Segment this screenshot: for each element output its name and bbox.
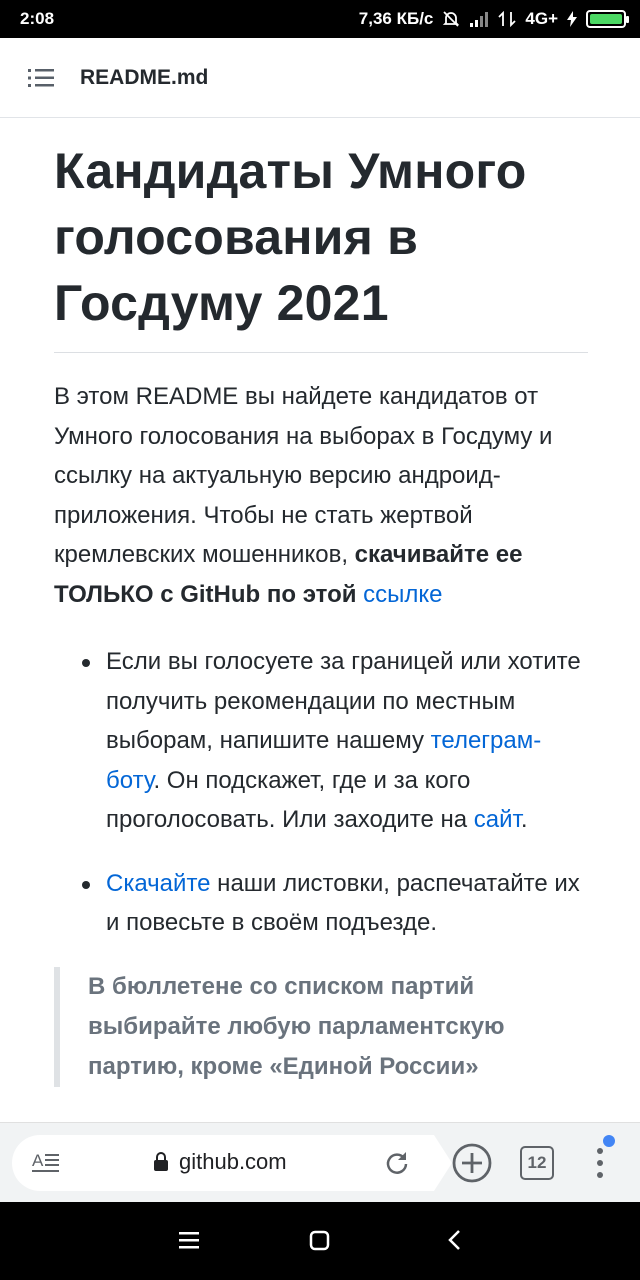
signal-icon xyxy=(469,11,489,27)
telegram-bot-link[interactable]: телеграм-боту xyxy=(106,727,542,794)
bullet1-text: Если вы голосуете за границей или хотите получить рекомендации по местным выборам, напишите нашему xyxy=(106,648,581,754)
page-title: Кандидаты Умного голосования в Госдуму 2021 xyxy=(54,138,588,353)
network-type: 4G+ xyxy=(525,9,558,28)
bullet1-end: . xyxy=(520,806,528,833)
new-tab-icon[interactable] xyxy=(451,1142,493,1184)
status-time: 2:08 xyxy=(20,9,55,28)
bullet2-text: наши листовки, распечатайте их и повесьте в своём подъезде. xyxy=(106,869,580,936)
status-icons xyxy=(359,9,626,29)
recent-apps-icon[interactable] xyxy=(178,1229,200,1251)
address-bar[interactable] xyxy=(12,1135,434,1191)
url-text[interactable]: github.com xyxy=(179,1149,287,1174)
charging-icon xyxy=(567,11,577,27)
battery-level xyxy=(590,14,622,24)
list-item xyxy=(54,864,588,943)
alarm-off-icon xyxy=(442,10,460,28)
svg-text:A: A xyxy=(32,1151,44,1170)
network-speed: 7,36 КБ/с xyxy=(358,9,434,28)
list-item xyxy=(54,642,588,840)
intro-bold-text: скачивайте ее ТОЛЬКО с GitHub по этой xyxy=(54,541,523,608)
home-icon[interactable] xyxy=(309,1229,331,1251)
blockquote: В бюллетене со списком партий выбирайте любую парламентскую партию, кроме «Единой России» xyxy=(54,967,588,1087)
more-menu-icon[interactable] xyxy=(590,1143,610,1183)
site-link[interactable]: сайт xyxy=(473,806,521,833)
intro-paragraph xyxy=(54,377,588,614)
readme-content xyxy=(54,118,588,1122)
intro-text: В этом README вы найдете кандидатов от Умного голосования на выборах в Госдуму и ссылку на актуальную версию андроид-приложения. Чтобы не стать жертвой кремлевских мошенников, xyxy=(54,383,553,568)
download-link[interactable]: ссылке xyxy=(363,580,443,608)
lock-icon xyxy=(153,1152,169,1172)
battery-icon xyxy=(586,10,626,28)
status-bar xyxy=(0,0,640,38)
leaflets-download-link[interactable]: Скачайте xyxy=(106,869,211,897)
update-badge xyxy=(603,1135,615,1147)
file-header xyxy=(0,38,640,118)
browser-toolbar xyxy=(0,1122,640,1202)
back-icon[interactable] xyxy=(446,1229,462,1251)
bullet-list xyxy=(54,642,588,943)
file-name: README.md xyxy=(80,65,209,89)
list-icon[interactable] xyxy=(28,67,54,89)
reload-icon[interactable] xyxy=(384,1150,410,1176)
system-nav-bar xyxy=(0,1202,640,1280)
tab-switcher-button[interactable]: 12 xyxy=(520,1146,554,1180)
data-transfer-icon xyxy=(498,11,516,27)
bullet1-text2: . Он подскажет, где и за кого проголосовать. Или заходите на xyxy=(106,766,474,833)
reader-mode-icon[interactable] xyxy=(32,1150,60,1176)
